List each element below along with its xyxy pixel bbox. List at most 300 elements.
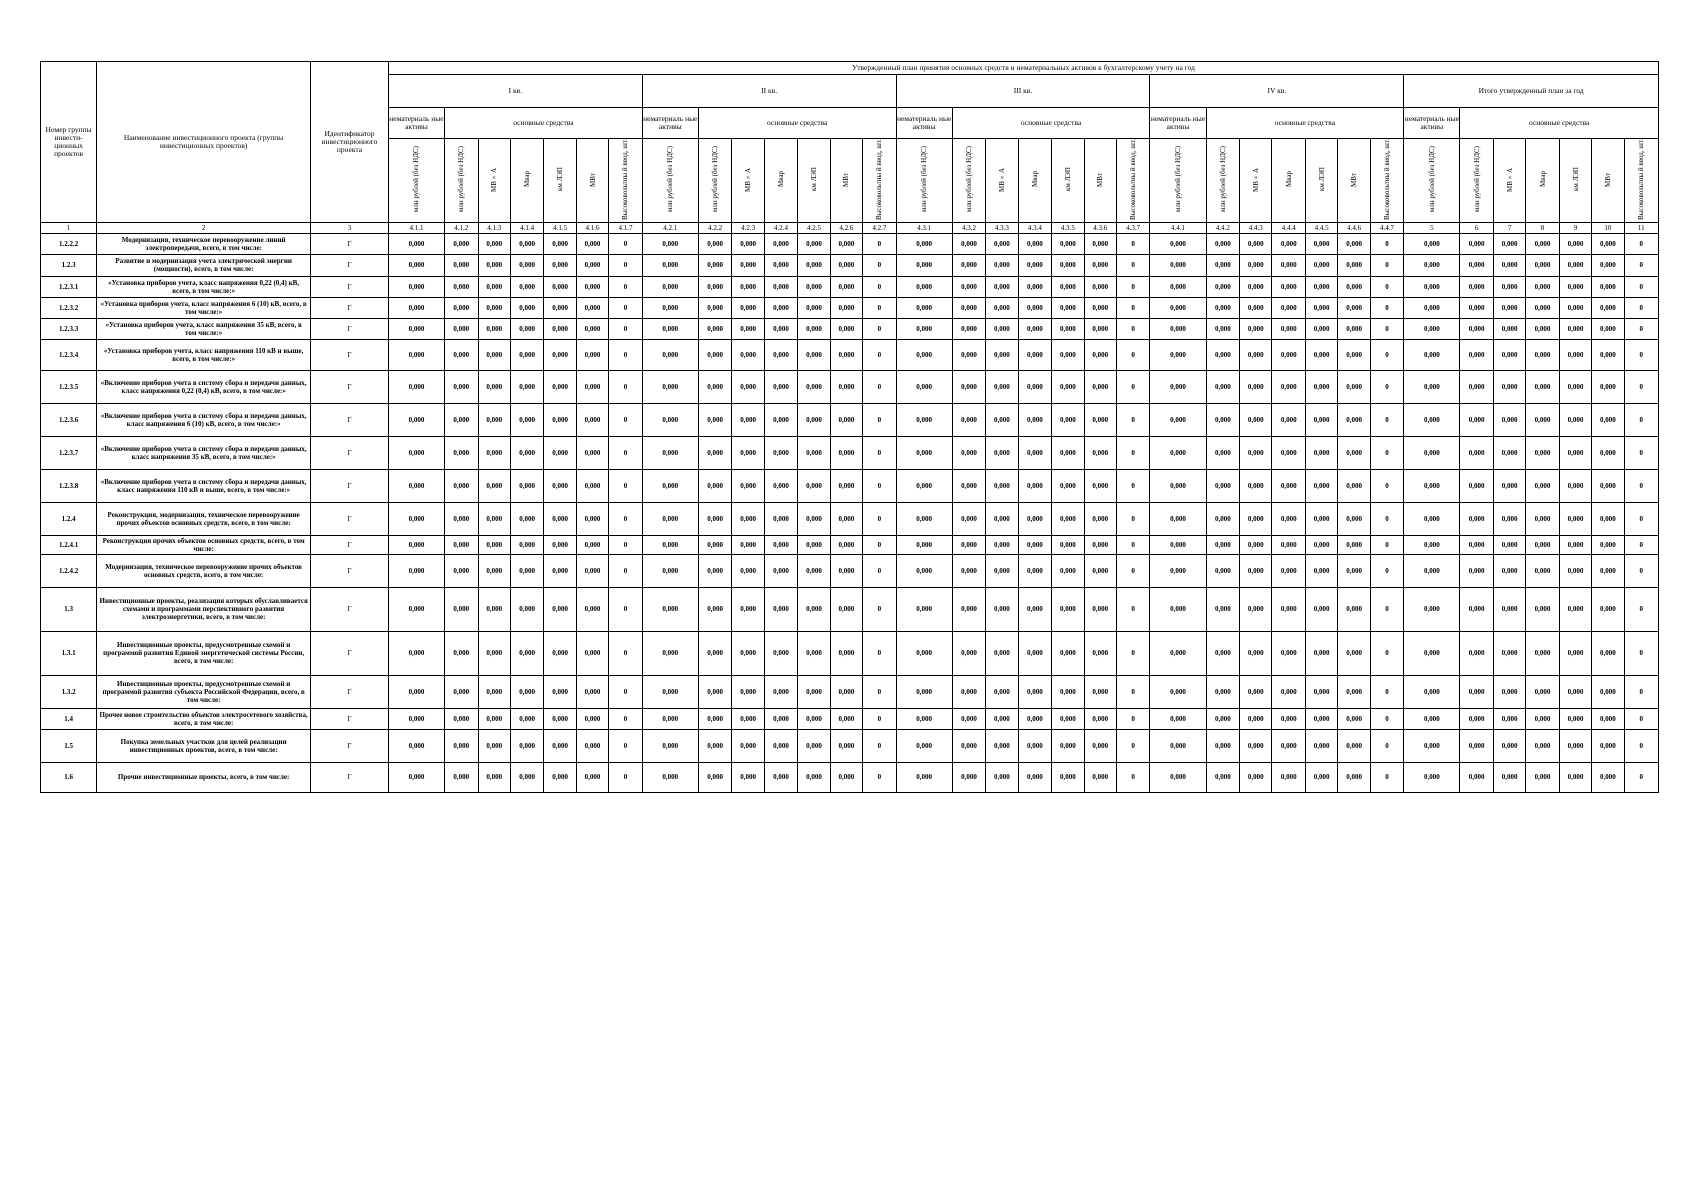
- value-cell: 0,000: [1018, 502, 1051, 535]
- group-number: 1.2.3.6: [41, 403, 97, 436]
- value-cell: 0,000: [1240, 535, 1272, 554]
- value-cell: 0,000: [1084, 339, 1116, 370]
- table-row: [41, 587, 1659, 631]
- unit-header-high-voltage-inputs: [1624, 139, 1658, 223]
- value-cell: 0,000: [1493, 762, 1525, 792]
- value-cell: 0,000: [642, 675, 698, 708]
- value-cell: 0,000: [1150, 535, 1206, 554]
- value-cell: 0,000: [388, 675, 444, 708]
- value-cell: 0,000: [830, 469, 862, 502]
- value-cell: 0,000: [830, 535, 862, 554]
- group-number: 1.2.3.5: [41, 370, 97, 403]
- value-cell: 0,000: [1150, 675, 1206, 708]
- value-cell: 0,000: [388, 587, 444, 631]
- value-cell: 0,000: [1559, 587, 1591, 631]
- count-cell: 0: [609, 318, 642, 339]
- column-number: 4.1.7: [609, 222, 642, 233]
- value-cell: 0,000: [732, 587, 764, 631]
- value-cell: 0,000: [510, 318, 543, 339]
- count-cell: 0: [1370, 276, 1403, 297]
- value-cell: 0,000: [445, 339, 478, 370]
- value-cell: 0,000: [1338, 469, 1370, 502]
- column-number: 9: [1559, 222, 1591, 233]
- value-cell: 0,000: [732, 297, 764, 318]
- value-cell: 0,000: [1493, 502, 1525, 535]
- value-cell: 0,000: [1592, 370, 1624, 403]
- value-cell: 0,000: [764, 318, 797, 339]
- project-identifier: Г: [311, 469, 389, 502]
- count-cell: 0: [609, 276, 642, 297]
- value-cell: 0,000: [1084, 254, 1116, 276]
- value-cell: 0,000: [732, 708, 764, 729]
- value-cell: 0,000: [1526, 469, 1559, 502]
- column-number: 4.2.6: [830, 222, 862, 233]
- value-cell: 0,000: [388, 339, 444, 370]
- value-cell: 0,000: [1305, 254, 1337, 276]
- count-cell: 0: [1116, 762, 1149, 792]
- value-cell: 0,000: [1404, 502, 1460, 535]
- project-identifier: Г: [311, 708, 389, 729]
- value-cell: 0,000: [952, 254, 985, 276]
- value-cell: 0,000: [1404, 675, 1460, 708]
- unit-label: км ЛЭП: [556, 167, 565, 192]
- value-cell: 0,000: [698, 675, 731, 708]
- value-cell: 0,000: [798, 436, 830, 469]
- value-cell: 0,000: [642, 254, 698, 276]
- value-cell: 0,000: [510, 535, 543, 554]
- value-cell: 0,000: [1493, 436, 1525, 469]
- value-cell: 0,000: [1592, 436, 1624, 469]
- quarter-2-header: II кв.: [642, 75, 896, 108]
- column-number: 4.4.7: [1370, 222, 1403, 233]
- value-cell: 0,000: [732, 535, 764, 554]
- value-cell: 0,000: [1460, 370, 1493, 403]
- value-cell: 0,000: [510, 708, 543, 729]
- value-cell: 0,000: [1559, 436, 1591, 469]
- value-cell: 0,000: [576, 233, 608, 254]
- value-cell: 0,000: [1272, 502, 1305, 535]
- project-identifier: Г: [311, 370, 389, 403]
- value-cell: 0,000: [764, 729, 797, 762]
- column-number: 4.2.7: [863, 222, 896, 233]
- value-cell: 0,000: [478, 762, 510, 792]
- count-cell: 0: [1624, 729, 1658, 762]
- project-identifier: Г: [311, 318, 389, 339]
- value-cell: 0,000: [1018, 675, 1051, 708]
- value-cell: 0,000: [1338, 339, 1370, 370]
- value-cell: 0,000: [1150, 403, 1206, 436]
- value-cell: 0,000: [952, 469, 985, 502]
- value-cell: 0,000: [1526, 729, 1559, 762]
- value-cell: 0,000: [1018, 297, 1051, 318]
- value-cell: 0,000: [1272, 370, 1305, 403]
- value-cell: 0,000: [1592, 762, 1624, 792]
- value-cell: 0,000: [1272, 318, 1305, 339]
- value-cell: 0,000: [1460, 587, 1493, 631]
- unit-header-mvar: [510, 139, 543, 223]
- value-cell: 0,000: [1404, 729, 1460, 762]
- unit-header-mva: [478, 139, 510, 223]
- unit-label: Мвар: [523, 171, 532, 188]
- value-cell: 0,000: [1206, 297, 1239, 318]
- value-cell: 0,000: [1338, 631, 1370, 675]
- value-cell: 0,000: [1084, 708, 1116, 729]
- value-cell: 0,000: [896, 729, 952, 762]
- table-row: [41, 675, 1659, 708]
- table-header: [41, 62, 1659, 223]
- value-cell: 0,000: [830, 297, 862, 318]
- value-cell: 0,000: [1526, 554, 1559, 587]
- value-cell: 0,000: [1206, 502, 1239, 535]
- unit-label: Мвар: [1284, 171, 1293, 188]
- value-cell: 0,000: [1305, 729, 1337, 762]
- value-cell: 0,000: [1206, 403, 1239, 436]
- count-cell: 0: [1370, 254, 1403, 276]
- count-cell: 0: [609, 370, 642, 403]
- value-cell: 0,000: [952, 631, 985, 675]
- value-cell: 0,000: [1206, 729, 1239, 762]
- value-cell: 0,000: [952, 587, 985, 631]
- value-cell: 0,000: [576, 403, 608, 436]
- value-cell: 0,000: [510, 276, 543, 297]
- value-cell: 0,000: [544, 535, 576, 554]
- value-cell: 0,000: [986, 587, 1018, 631]
- value-cell: 0,000: [1559, 233, 1591, 254]
- value-cell: 0,000: [798, 318, 830, 339]
- value-cell: 0,000: [1206, 233, 1239, 254]
- value-cell: 0,000: [445, 233, 478, 254]
- group-number: 1.2.3.7: [41, 436, 97, 469]
- count-cell: 0: [1116, 370, 1149, 403]
- unit-label: км ЛЭП: [1571, 167, 1580, 192]
- value-cell: 0,000: [1305, 502, 1337, 535]
- value-cell: 0,000: [1493, 675, 1525, 708]
- count-cell: 0: [863, 297, 896, 318]
- value-cell: 0,000: [576, 339, 608, 370]
- count-cell: 0: [609, 339, 642, 370]
- count-cell: 0: [609, 535, 642, 554]
- unit-label: Мвар: [1030, 171, 1039, 188]
- unit-label: МВ×А: [744, 167, 753, 192]
- value-cell: 0,000: [1460, 631, 1493, 675]
- column-number: 4.1.5: [544, 222, 576, 233]
- value-cell: 0,000: [1272, 729, 1305, 762]
- unit-label: Мвар: [777, 171, 786, 188]
- value-cell: 0,000: [1150, 339, 1206, 370]
- value-cell: 0,000: [698, 403, 731, 436]
- value-cell: 0,000: [952, 554, 985, 587]
- value-cell: 0,000: [642, 276, 698, 297]
- count-cell: 0: [1116, 729, 1149, 762]
- value-cell: 0,000: [986, 631, 1018, 675]
- value-cell: 0,000: [1338, 276, 1370, 297]
- count-cell: 0: [1624, 502, 1658, 535]
- value-cell: 0,000: [1526, 587, 1559, 631]
- value-cell: 0,000: [1150, 254, 1206, 276]
- value-cell: 0,000: [510, 297, 543, 318]
- table-row: [41, 318, 1659, 339]
- value-cell: 0,000: [1084, 233, 1116, 254]
- value-cell: 0,000: [1592, 554, 1624, 587]
- value-cell: 0,000: [1052, 339, 1084, 370]
- column-number: 4.3.1: [896, 222, 952, 233]
- value-cell: 0,000: [986, 675, 1018, 708]
- unit-header-mln-rub-intangible: [1150, 139, 1206, 223]
- value-cell: 0,000: [830, 339, 862, 370]
- fixed-assets-header: основные средства: [445, 108, 643, 139]
- value-cell: 0,000: [544, 554, 576, 587]
- value-cell: 0,000: [642, 535, 698, 554]
- value-cell: 0,000: [1338, 729, 1370, 762]
- value-cell: 0,000: [1018, 762, 1051, 792]
- fixed-assets-header: основные средства: [952, 108, 1150, 139]
- value-cell: 0,000: [798, 254, 830, 276]
- unit-label: млн рублей (без НДС): [1218, 146, 1227, 213]
- value-cell: 0,000: [1272, 254, 1305, 276]
- value-cell: 0,000: [478, 436, 510, 469]
- column-number-row: [41, 222, 1659, 233]
- unit-header-mw: [1084, 139, 1116, 223]
- column-number: 4.1.2: [445, 222, 478, 233]
- project-identifier: Г: [311, 554, 389, 587]
- count-cell: 0: [1370, 554, 1403, 587]
- value-cell: 0,000: [1493, 535, 1525, 554]
- value-cell: 0,000: [1084, 631, 1116, 675]
- project-identifier: Г: [311, 254, 389, 276]
- value-cell: 0,000: [698, 502, 731, 535]
- value-cell: 0,000: [478, 403, 510, 436]
- project-identifier: Г: [311, 631, 389, 675]
- group-number: 1.6: [41, 762, 97, 792]
- value-cell: 0,000: [1084, 762, 1116, 792]
- value-cell: 0,000: [732, 254, 764, 276]
- value-cell: 0,000: [896, 762, 952, 792]
- value-cell: 0,000: [764, 587, 797, 631]
- value-cell: 0,000: [764, 554, 797, 587]
- value-cell: 0,000: [642, 729, 698, 762]
- value-cell: 0,000: [510, 233, 543, 254]
- value-cell: 0,000: [1206, 469, 1239, 502]
- value-cell: 0,000: [1084, 587, 1116, 631]
- unit-label: млн рублей (без НДС): [1173, 146, 1182, 213]
- count-cell: 0: [863, 554, 896, 587]
- value-cell: 0,000: [952, 502, 985, 535]
- value-cell: 0,000: [1493, 318, 1525, 339]
- value-cell: 0,000: [1150, 587, 1206, 631]
- value-cell: 0,000: [544, 436, 576, 469]
- unit-header-high-voltage-inputs: [1370, 139, 1403, 223]
- value-cell: 0,000: [1493, 339, 1525, 370]
- value-cell: 0,000: [1240, 339, 1272, 370]
- count-cell: 0: [863, 254, 896, 276]
- value-cell: 0,000: [798, 729, 830, 762]
- value-cell: 0,000: [1559, 297, 1591, 318]
- value-cell: 0,000: [732, 339, 764, 370]
- unit-header-km-line: [1305, 139, 1337, 223]
- value-cell: 0,000: [1084, 675, 1116, 708]
- fixed-assets-header: основные средства: [1206, 108, 1404, 139]
- value-cell: 0,000: [1052, 587, 1084, 631]
- value-cell: 0,000: [1460, 297, 1493, 318]
- table-row: [41, 339, 1659, 370]
- unit-header-mvar: [1018, 139, 1051, 223]
- value-cell: 0,000: [1240, 233, 1272, 254]
- count-cell: 0: [863, 233, 896, 254]
- value-cell: 0,000: [1305, 631, 1337, 675]
- count-cell: 0: [1624, 535, 1658, 554]
- group-number: 1.4: [41, 708, 97, 729]
- count-cell: 0: [1370, 708, 1403, 729]
- value-cell: 0,000: [642, 403, 698, 436]
- value-cell: 0,000: [1493, 370, 1525, 403]
- unit-header-mln-rub-intangible: [1404, 139, 1460, 223]
- count-cell: 0: [1370, 502, 1403, 535]
- value-cell: 0,000: [1240, 708, 1272, 729]
- value-cell: 0,000: [830, 370, 862, 403]
- value-cell: 0,000: [986, 535, 1018, 554]
- value-cell: 0,000: [388, 631, 444, 675]
- value-cell: 0,000: [544, 339, 576, 370]
- value-cell: 0,000: [1493, 276, 1525, 297]
- value-cell: 0,000: [576, 254, 608, 276]
- value-cell: 0,000: [798, 587, 830, 631]
- count-cell: 0: [1370, 318, 1403, 339]
- unit-header-km-line: [1559, 139, 1591, 223]
- value-cell: 0,000: [1338, 535, 1370, 554]
- project-identifier: Г: [311, 729, 389, 762]
- value-cell: 0,000: [388, 318, 444, 339]
- value-cell: 0,000: [1592, 233, 1624, 254]
- value-cell: 0,000: [1493, 403, 1525, 436]
- value-cell: 0,000: [544, 254, 576, 276]
- value-cell: 0,000: [798, 339, 830, 370]
- unit-header-mln-rub-fixed: [1206, 139, 1239, 223]
- value-cell: 0,000: [1206, 631, 1239, 675]
- value-cell: 0,000: [1305, 436, 1337, 469]
- value-cell: 0,000: [576, 318, 608, 339]
- value-cell: 0,000: [1052, 469, 1084, 502]
- value-cell: 0,000: [642, 436, 698, 469]
- value-cell: 0,000: [478, 318, 510, 339]
- unit-header-mva: [1493, 139, 1525, 223]
- column-number: 4.4.1: [1150, 222, 1206, 233]
- count-cell: 0: [863, 587, 896, 631]
- count-cell: 0: [1370, 233, 1403, 254]
- value-cell: 0,000: [576, 436, 608, 469]
- project-name: Модернизация, техническое перевооружение прочих объектов основных средств, всего, в том числе:: [97, 554, 311, 587]
- fixed-assets-header: основные средства: [698, 108, 896, 139]
- value-cell: 0,000: [445, 535, 478, 554]
- value-cell: 0,000: [642, 339, 698, 370]
- value-cell: 0,000: [1272, 436, 1305, 469]
- value-cell: 0,000: [642, 370, 698, 403]
- value-cell: 0,000: [1206, 708, 1239, 729]
- value-cell: 0,000: [1338, 675, 1370, 708]
- value-cell: 0,000: [445, 587, 478, 631]
- value-cell: 0,000: [1305, 554, 1337, 587]
- fixed-assets-header: основные средства: [1460, 108, 1659, 139]
- count-cell: 0: [863, 675, 896, 708]
- value-cell: 0,000: [544, 233, 576, 254]
- count-cell: 0: [1116, 675, 1149, 708]
- count-cell: 0: [1624, 708, 1658, 729]
- value-cell: 0,000: [1272, 708, 1305, 729]
- count-cell: 0: [1624, 370, 1658, 403]
- value-cell: 0,000: [1084, 729, 1116, 762]
- value-cell: 0,000: [478, 502, 510, 535]
- count-cell: 0: [1370, 469, 1403, 502]
- value-cell: 0,000: [1404, 370, 1460, 403]
- value-cell: 0,000: [1404, 469, 1460, 502]
- value-cell: 0,000: [986, 762, 1018, 792]
- value-cell: 0,000: [698, 339, 731, 370]
- count-cell: 0: [1624, 276, 1658, 297]
- value-cell: 0,000: [576, 554, 608, 587]
- value-cell: 0,000: [1206, 339, 1239, 370]
- value-cell: 0,000: [764, 708, 797, 729]
- value-cell: 0,000: [698, 436, 731, 469]
- count-cell: 0: [1370, 339, 1403, 370]
- group-number: 1.3.2: [41, 675, 97, 708]
- unit-header-mln-rub-intangible: [896, 139, 952, 223]
- value-cell: 0,000: [830, 403, 862, 436]
- value-cell: 0,000: [1559, 708, 1591, 729]
- value-cell: 0,000: [1084, 297, 1116, 318]
- value-cell: 0,000: [1206, 254, 1239, 276]
- column-number: 4.3.4: [1018, 222, 1051, 233]
- value-cell: 0,000: [1272, 297, 1305, 318]
- value-cell: 0,000: [764, 370, 797, 403]
- value-cell: 0,000: [798, 554, 830, 587]
- value-cell: 0,000: [642, 708, 698, 729]
- unit-header-mw: [1592, 139, 1624, 223]
- value-cell: 0,000: [1460, 502, 1493, 535]
- value-cell: 0,000: [576, 631, 608, 675]
- value-cell: 0,000: [478, 254, 510, 276]
- value-cell: 0,000: [896, 276, 952, 297]
- value-cell: 0,000: [1052, 675, 1084, 708]
- value-cell: 0,000: [510, 436, 543, 469]
- value-cell: 0,000: [642, 762, 698, 792]
- value-cell: 0,000: [1150, 631, 1206, 675]
- unit-header-mw: [1338, 139, 1370, 223]
- value-cell: 0,000: [1338, 254, 1370, 276]
- investment-plan-table: [40, 61, 1659, 793]
- value-cell: 0,000: [1018, 233, 1051, 254]
- intangible-assets-header: нематериаль ные активы: [388, 108, 444, 139]
- unit-header-km-line: [798, 139, 830, 223]
- value-cell: 0,000: [1206, 587, 1239, 631]
- value-cell: 0,000: [1018, 254, 1051, 276]
- col-name-header: Наименование инвестиционного проекта (группы инвестиционных проектов): [97, 62, 311, 223]
- unit-label: МВ×А: [997, 167, 1006, 192]
- value-cell: 0,000: [510, 339, 543, 370]
- value-cell: 0,000: [1084, 502, 1116, 535]
- project-name: «Включение приборов учета в систему сбора и передачи данных, класс напряжения 0,22 (0,4) кВ, всего, в том числе:»: [97, 370, 311, 403]
- value-cell: 0,000: [1404, 318, 1460, 339]
- value-cell: 0,000: [952, 297, 985, 318]
- value-cell: 0,000: [388, 729, 444, 762]
- group-number: 1.2.3.1: [41, 276, 97, 297]
- value-cell: 0,000: [1052, 254, 1084, 276]
- value-cell: 0,000: [798, 535, 830, 554]
- column-number: 11: [1624, 222, 1658, 233]
- count-cell: 0: [863, 276, 896, 297]
- value-cell: 0,000: [576, 276, 608, 297]
- count-cell: 0: [1624, 762, 1658, 792]
- value-cell: 0,000: [576, 297, 608, 318]
- count-cell: 0: [609, 436, 642, 469]
